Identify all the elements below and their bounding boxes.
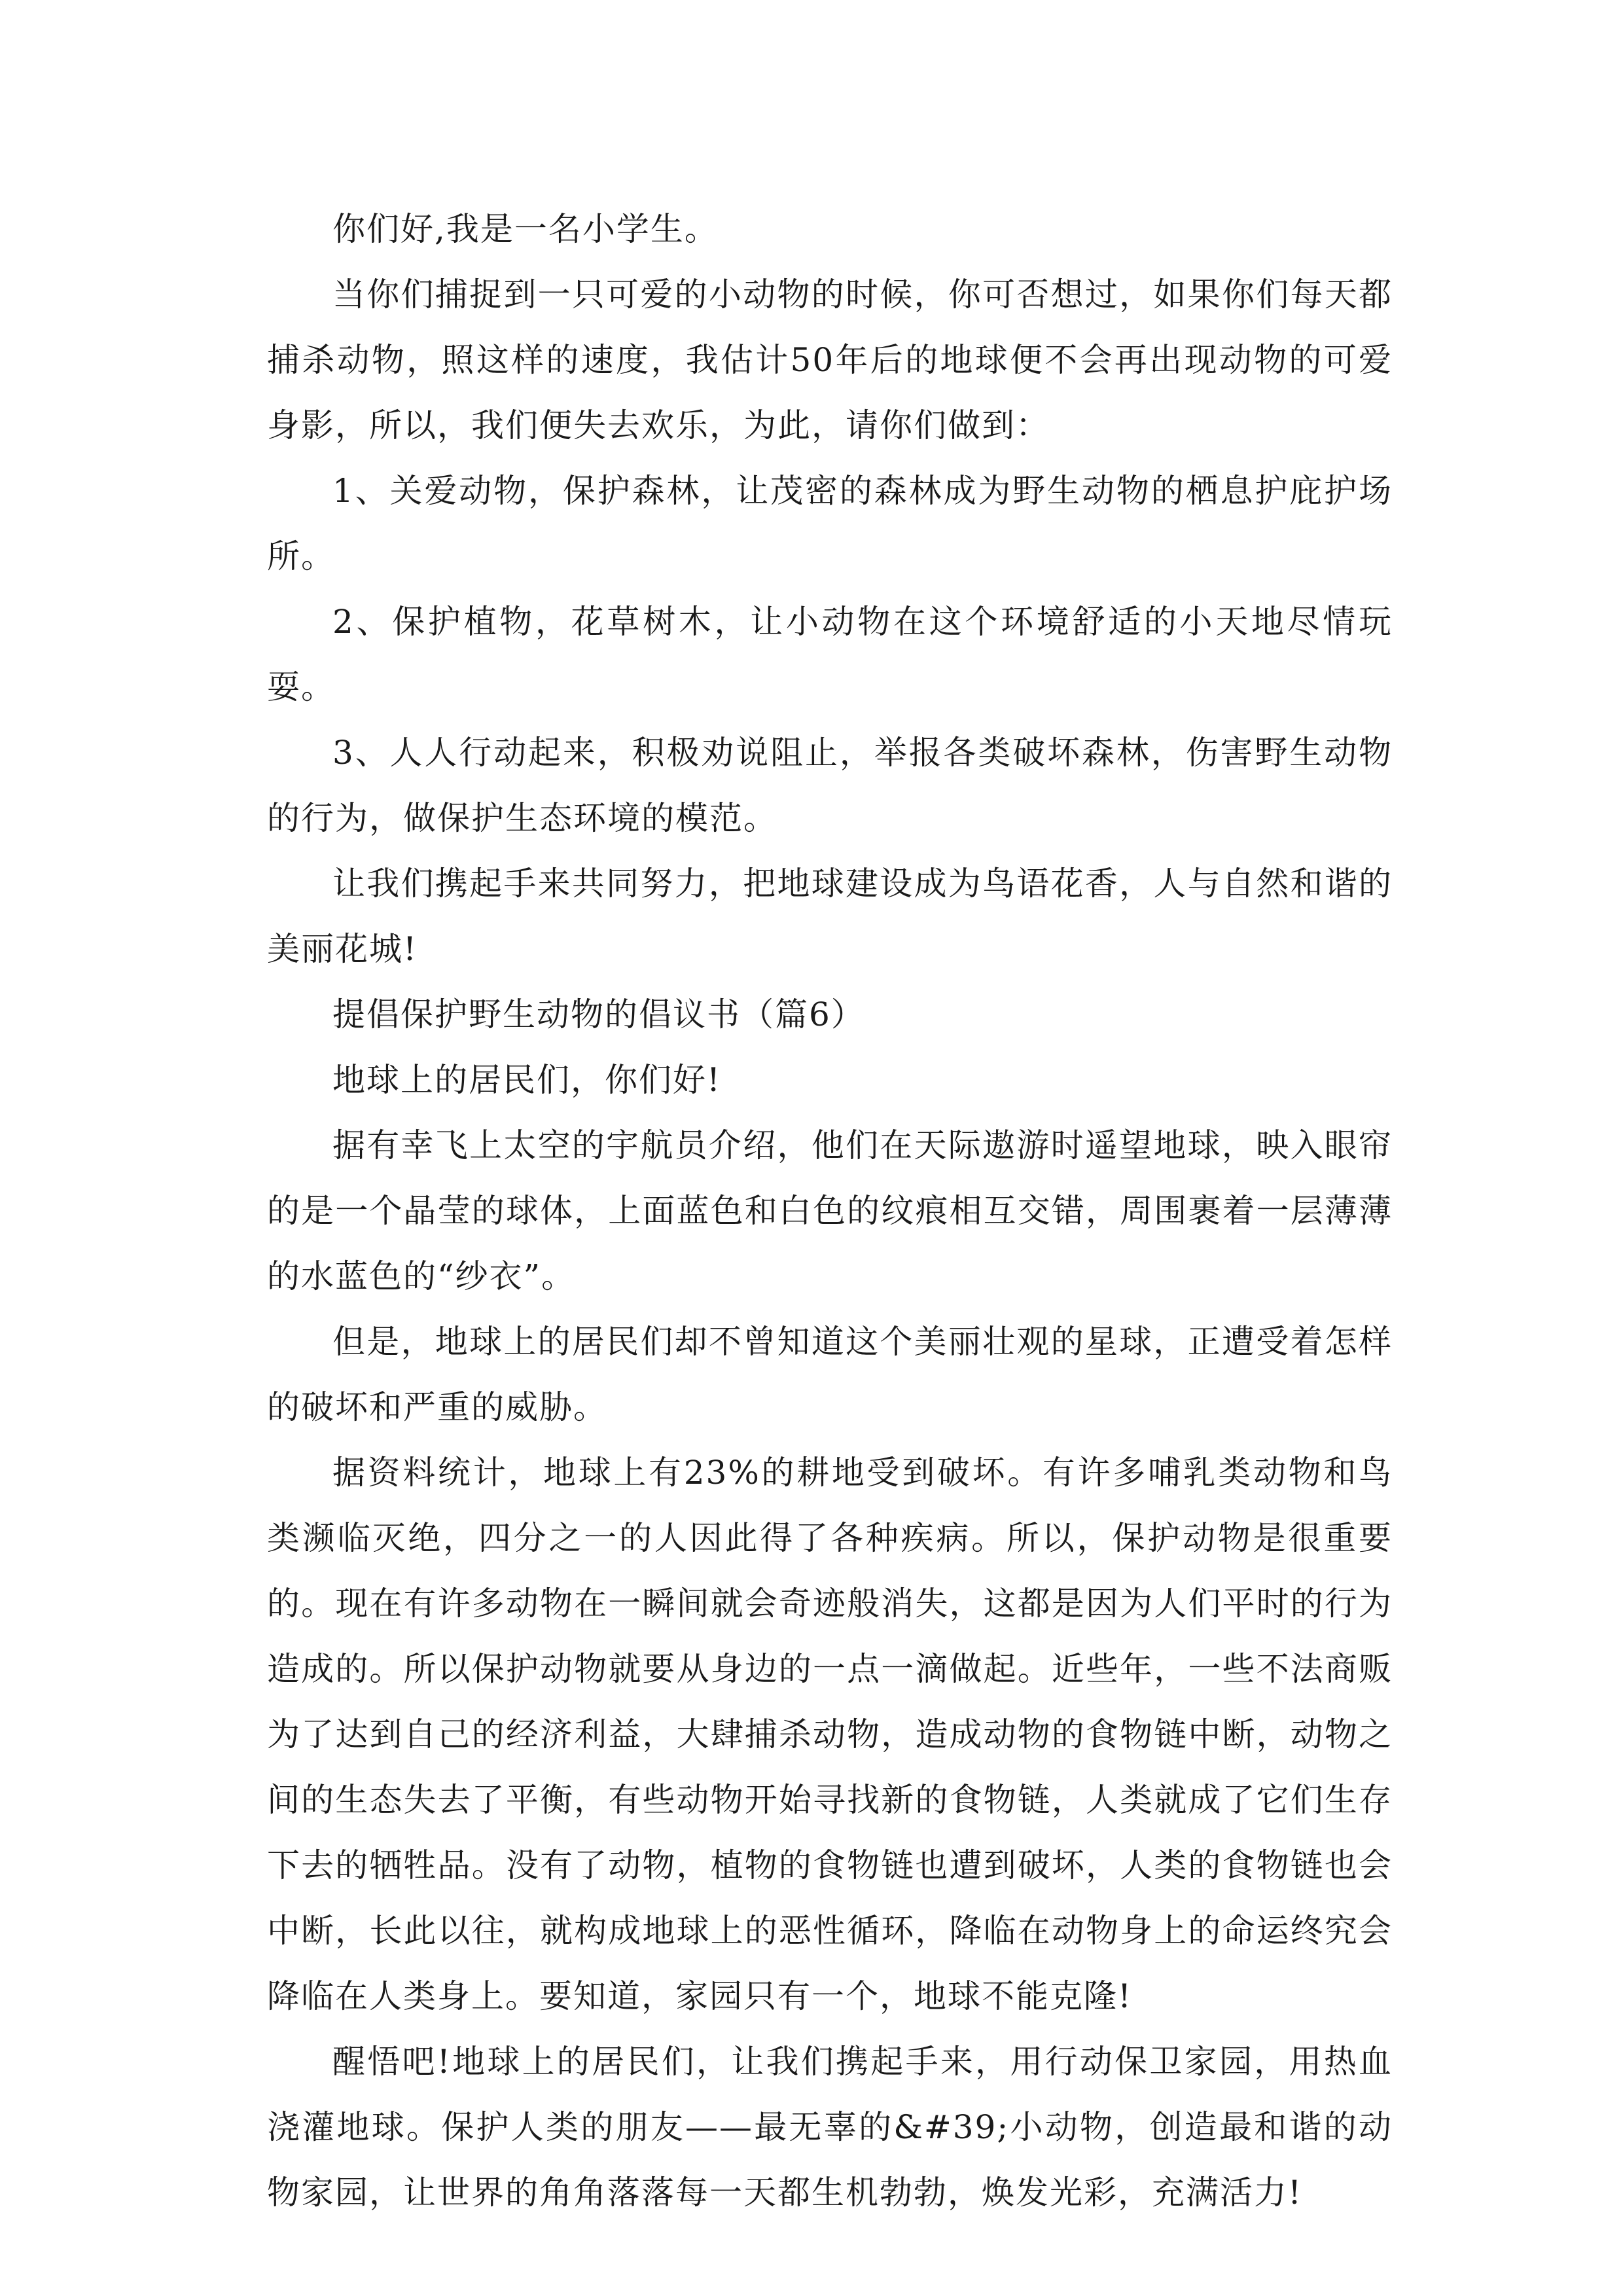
paragraph-item-1: 1、关爱动物，保护森林，让茂密的森林成为野生动物的栖息护庇护场所。 [267,472,1393,575]
paragraph-statistics: 据资料统计，地球上有23%的耕地受到破坏。有许多哺乳类动物和鸟类濒临灭绝，四分之一的人因此得了各种疾病。所以，保护动物是很重要的。现在有许多动物在一瞬间就会奇迹般消失，这都是因为人们平时的行为造成的。所以保护动物就要从身边的一点一滴做起。近些年，一些不法商贩为了达到自己的经济利益，大肆捕杀动物，造成动物的食物链中断，动物之间的生态失去了平衡，有些动物开始寻找新的食物链，人类就成了它们生存下去的牺牲品。没有了动物，植物的食物链也遭到破坏，人类的食物链也会中断，长此以往，就构成地球上的恶性循环，降临在动物身上的命运终究会降临在人类身上。要知道，家园只有一个，地球不能克隆! [267,1454,1393,2015]
section-title: 提倡保护野生动物的倡议书（篇6） [332,996,865,1033]
paragraph-astronaut: 据有幸飞上太空的宇航员介绍，他们在天际遨游时遥望地球，映入眼帘的是一个晶莹的球体，上面蓝色和白色的纹痕相互交错，周围裹着一层薄薄的水蓝色的“纱衣”。 [267,1126,1393,1295]
document-body [267,196,1393,2225]
paragraph-greeting: 你们好,我是一名小学生。 [332,210,719,248]
paragraph-salutation: 地球上的居民们，你们好! [332,1061,722,1099]
paragraph-intro: 当你们捕捉到一只可爱的小动物的时候，你可否想过，如果你们每天都捕杀动物，照这样的速度，我估计50年后的地球便不会再出现动物的可爱身影，所以，我们便失去欢乐，为此，请你们做到： [267,276,1393,444]
paragraph-item-2: 2、保护植物，花草树木，让小动物在这个环境舒适的小天地尽情玩耍。 [267,603,1393,706]
paragraph-item-3: 3、人人行动起来，积极劝说阻止，举报各类破坏森林，伤害野生动物的行为，做保护生态环境的模范。 [267,734,1393,837]
paragraph-call-to-action: 醒悟吧!地球上的居民们，让我们携起手来，用行动保卫家园，用热血浇灌地球。保护人类的朋友——最无辜的&#39;小动物，创造最和谐的动物家园，让世界的角角落落每一天都生机勃勃，焕发光彩，充满活力! [267,2043,1393,2212]
paragraph-threat: 但是，地球上的居民们却不曾知道这个美丽壮观的星球，正遭受着怎样的破坏和严重的威胁。 [267,1323,1393,1426]
paragraph-closing: 让我们携起手来共同努力，把地球建设成为鸟语花香，人与自然和谐的美丽花城! [267,865,1393,968]
